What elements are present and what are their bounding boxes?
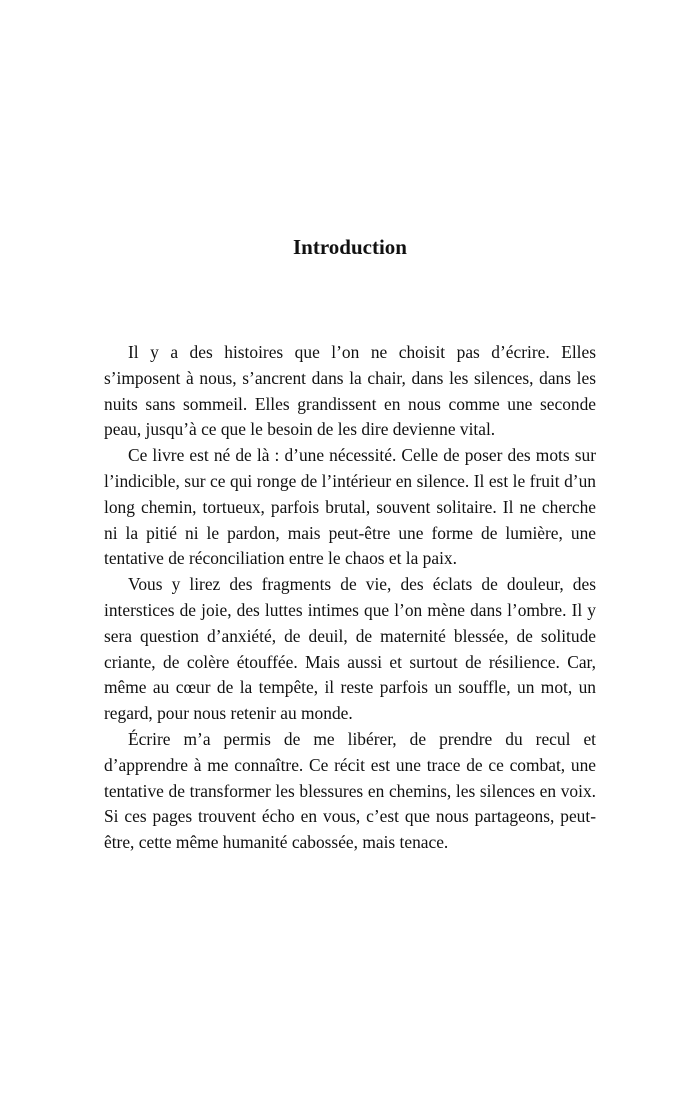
paragraph: Écrire m’a permis de me libérer, de prendre du recul et d’apprendre à me connaître. Ce récit est une trace de ce combat, une tentative de transformer les blessures en chemins, les silences en voix. Si ces pages trouvent écho en vous, c’est que nous partageons, peut-être, cette même humanité cabossée, mais tenace. bbox=[104, 728, 596, 853]
paragraph: Vous y lirez des fragments de vie, des éclats de douleur, des interstices de joie, des luttes intimes que l’on mène dans l’ombre. Il y sera question d’anxiété, de deuil, de maternité blessée, de solitude criante, de colère étouffée. Mais aussi et surtout de résilience. Car, même au cœur de la tempête, il reste parfois un souffle, un mot, un regard, pour nous retenir au monde. bbox=[104, 574, 596, 724]
chapter-title: Introduction bbox=[293, 235, 407, 259]
chapter-body bbox=[104, 340, 596, 856]
paragraph: Il y a des histoires que l’on ne choisit pas d’écrire. Elles s’imposent à nous, s’ancrent dans la chair, dans les silences, dans les nuits sans sommeil. Elles grandissent en nous comme une seconde peau, jusqu’à ce que le besoin de les dire devienne vital. bbox=[104, 342, 596, 440]
paragraph: Ce livre est né de là : d’une nécessité. Celle de poser des mots sur l’indicible, sur ce qui ronge de l’intérieur en silence. Il est le fruit d’un long chemin, tortueux, parfois brutal, souvent solitaire. Il ne cherche ni la pitié ni le pardon, mais peut-être une forme de lumière, une tentative de réconciliation entre le chaos et la paix. bbox=[104, 445, 596, 569]
